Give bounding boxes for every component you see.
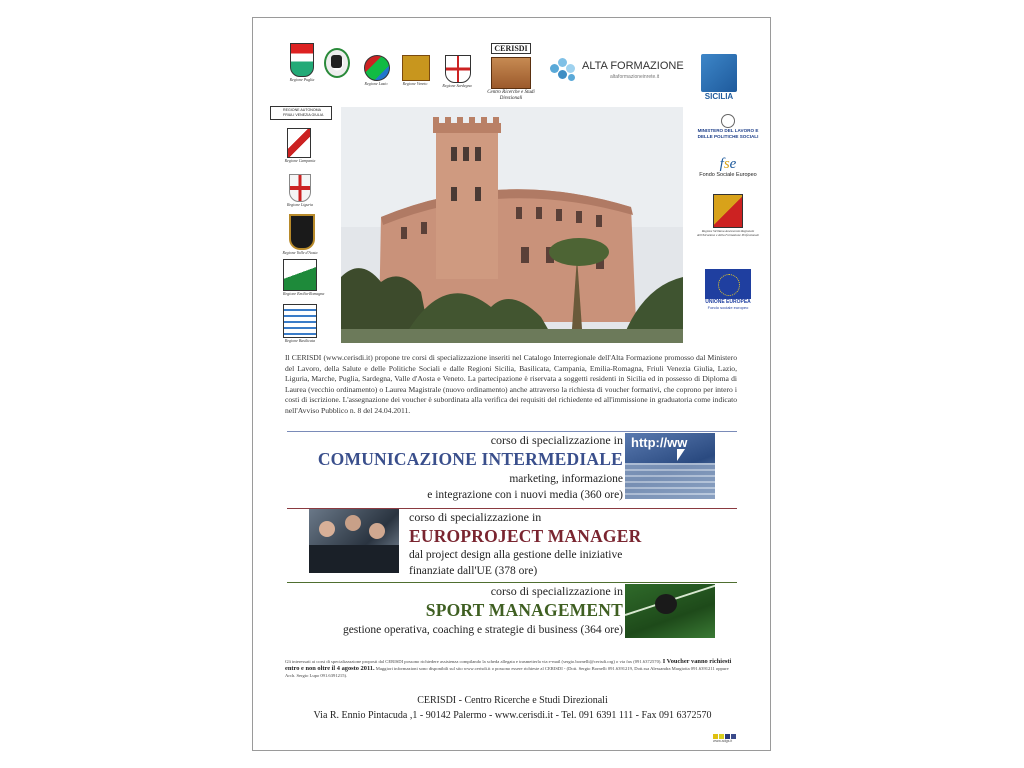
course-line-2: finanziate dall'UE (378 ore) [409,565,538,577]
fse-label: Fondo Sociale Europeo [699,172,757,178]
agency-logo [713,732,743,743]
logo-regione-veneto [398,55,432,86]
course-sport [287,583,623,641]
course-europroject [409,509,729,581]
castle-illustration [341,107,683,343]
caption-lazio: Regione Lazio [364,81,388,86]
cerisdi-title: CERISDI [491,43,530,54]
logo-friuli [270,106,332,120]
logo-cerisdi [481,38,541,102]
caption-valle-aosta: Regione Valle d'Aosta [282,250,318,255]
footer-org: CERISDI - Centro Ricerche e Studi Direzionali [417,695,608,706]
regione-siciliana-label: Regione Siciliana Assessorato Regionale dell'Istruzione e della Formazione Professionale [696,229,759,237]
course-line-2: e integrazione con i nuovi media (360 ore) [427,489,623,501]
dots-logo-icon [548,56,578,84]
castle-photo [341,107,683,343]
sicilia-label: SICILIA [704,92,734,101]
caption-campania: Regione Campania [284,158,316,163]
italian-republic-emblem-icon [721,114,735,128]
coat-of-arms-icon [364,55,390,81]
course-kicker: corso di specializzazione in [409,510,542,524]
course-image-http [625,433,715,499]
agency-url: www.adgs.it [713,739,733,743]
alta-formazione-title: ALTA FORMAZIONE [582,60,684,72]
course-image-sport [625,584,715,638]
ue-label: UNIONE EUROPEA [705,299,751,305]
eu-flag-icon [705,269,751,299]
course-title: COMUNICAZIONE INTERMEDIALE [317,449,623,469]
coat-of-arms-icon [445,55,471,83]
cerisdi-caption: Centro Ricerche e Studi Direzionali [487,90,535,101]
coat-of-arms-icon [402,55,430,81]
ue-fondo-label: Fondo sociale europeo [707,305,749,310]
friuli-label: REGIONE AUTONOMA FRIULI VENEZIA GIULIA [283,108,324,117]
sicilia-mark-icon [701,54,737,92]
course-kicker: corso di specializzazione in [490,433,623,447]
logo-emilia-romagna [283,259,325,296]
coat-of-arms-icon [290,43,314,77]
coat-of-arms-icon [713,194,743,228]
castle-icon [491,57,531,89]
http-text: http://ww [631,435,688,450]
logo-fse [691,156,765,178]
course-comunicazione [287,432,623,504]
logo-valle-aosta [279,214,321,255]
course-kicker: corso di specializzazione in [490,584,623,598]
alta-formazione-url: altaformazioneinrete.it [610,74,660,80]
logo-regione-marche [320,48,350,78]
caption-puglia: Regione Puglia [289,77,315,82]
logo-sicilia [701,54,739,101]
caption-liguria: Regione Liguria [286,202,314,207]
regional-flag-icon [283,259,317,291]
caption-veneto: Regione Veneto [402,81,428,86]
regional-flag-icon [283,304,317,338]
caption-sardegna: Regione Sardegna [442,83,472,88]
coat-of-arms-icon [289,214,315,250]
logo-campania [281,128,319,163]
logo-ministero-lavoro [691,114,765,140]
fine-print [285,658,739,680]
logo-regione-puglia [287,43,317,82]
dots-logo-icon [713,732,743,739]
footer-address: Via R. Ennio Pintacuda ,1 - 90142 Palermo - www.cerisdi.it - Tel. 091 6391 111 - Fax 091 6372570 [313,710,712,721]
ministero-label: MINISTERO DEL LAVORO E DELLE POLITICHE SOCIALI [697,128,759,139]
coat-of-arms-icon [324,48,350,78]
course-line-1: marketing, informazione [509,473,623,485]
logo-basilicata [283,304,317,343]
course-line-1: gestione operativa, coaching e strategie di business (364 ore) [342,624,623,636]
fine-print-part-1: Gli interessati ai corsi di specializzazione proposti dal CERISDI possono richiedere assistenza compilando la scheda allegata e trasmetterla via e-mail (sergio.bornelli@cerisdi.org) o via fax (091.6372570). [285,659,662,664]
cursor-icon [677,449,685,461]
course-line-1: dal project design alla gestione delle iniziative [409,549,623,561]
coat-of-arms-icon [289,174,311,202]
poster-page [252,17,771,751]
course-image-meeting [309,509,399,573]
logo-unione-europea [702,269,754,310]
logo-regione-lazio [359,55,393,86]
logo-liguria [281,174,319,207]
voucher-deadline: I Voucher vanno richiesti entro e non oltre il 4 agosto 2011. [285,658,732,673]
logo-regione-siciliana [693,194,763,237]
fine-print-part-2: Maggiori informazioni sono disponibili sul sito www.cerisdi.it o possono essere richieste al CERISDI - (Dott. Sergio Bornelli 091.6391219, Dott.ssa Alessandra Margiotta 091.6391211 oppure Arch. Sergio Lupo 091.6391215). [285,666,729,679]
caption-emilia: Regione Emilia-Romagna [283,291,325,296]
course-title: EUROPROJECT MANAGER [409,526,642,546]
intro-paragraph: Il CERISDI (www.cerisdi.it) propone tre corsi di specializzazione inseriti nel Catalogo Interregionale dell'Alta Formazione promosso dal Ministero del Lavoro, della Salute e delle Politiche Sociali e dalle Regioni Sicilia, Basilicata, Campania, Emilia-Romagna, Friuli Venezia Giulia, Lazio, Liguria, Marche, Puglia, Sardegna, Valle d'Aosta e Veneto. La partecipazione è riservata a soggetti residenti in Sicilia ed in possesso di Diploma di Laurea (vecchio ordinamento) o Laurea Magistrale (nuovo ordinamento) anche attraverso la richiesta di voucher formativi, che coprono per intero i costi di iscrizione. L'assegnazione dei voucher è subordinata alla verifica dei requisiti del richiedente ed all'immissione in graduatoria come indicato nell'Avviso Pubblico n. 8 del 24.04.2011. [285,353,737,415]
logo-regione-sardegna [439,55,475,88]
fse-mark-icon: fse [719,156,737,172]
coat-of-arms-icon [287,128,311,158]
caption-basilicata: Regione Basilicata [284,338,316,343]
course-title: SPORT MANAGEMENT [425,600,623,620]
